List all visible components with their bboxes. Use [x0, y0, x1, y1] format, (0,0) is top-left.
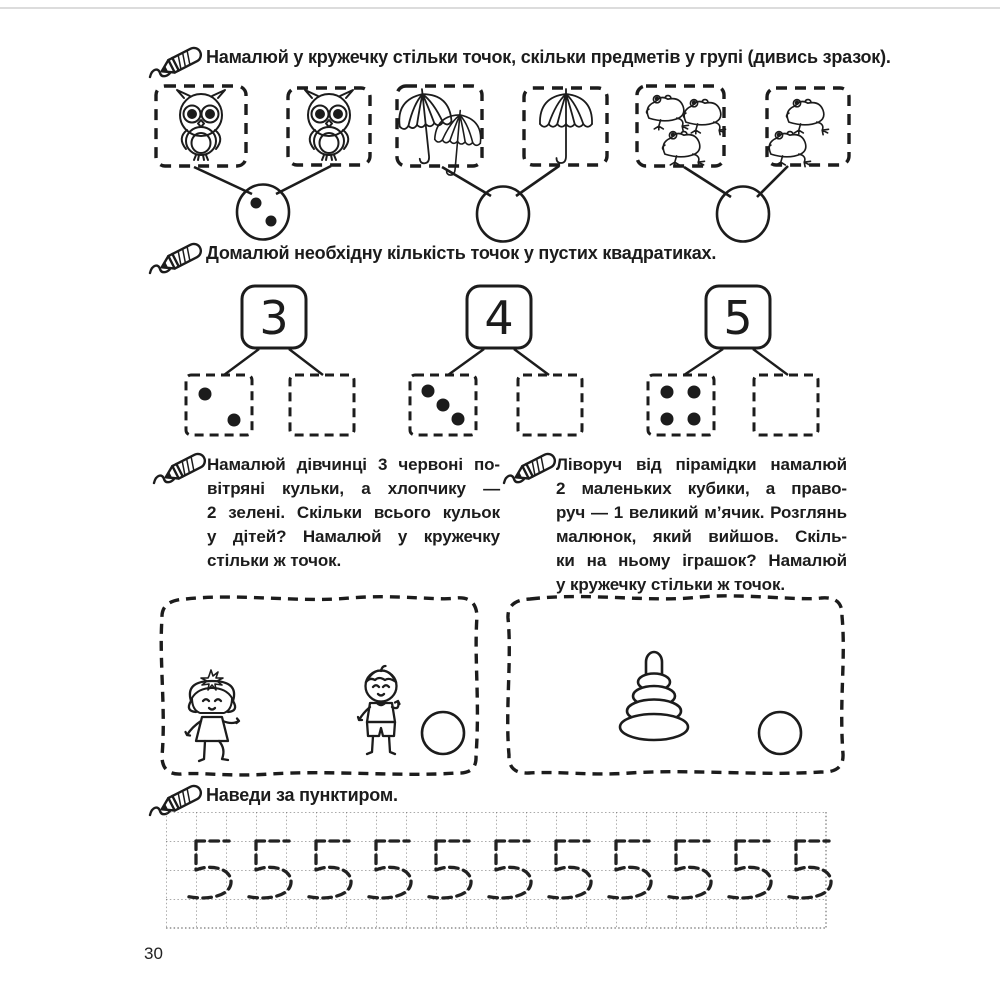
boy-figure [358, 666, 400, 754]
connector-line [442, 167, 491, 196]
frog-icon [684, 100, 726, 135]
frog-icon [647, 96, 689, 131]
dot [688, 386, 701, 399]
umbrella-icon [396, 86, 456, 165]
connector-line [224, 349, 259, 375]
dot [437, 399, 450, 412]
text-line: ки на ньому іграшок? Намалюй [556, 551, 847, 570]
frog-icon [787, 100, 829, 135]
frog-icon [769, 132, 811, 167]
dots-square-empty[interactable] [518, 375, 582, 435]
connector-line [684, 349, 723, 375]
dot [266, 216, 277, 227]
connector-line [757, 166, 788, 197]
connector-line [276, 166, 331, 194]
pencil-icon [504, 452, 557, 484]
connector-line [516, 166, 559, 196]
dots-square-empty[interactable] [754, 375, 818, 435]
answer-circle[interactable] [422, 712, 464, 754]
dot [452, 413, 465, 426]
connector-line [684, 167, 731, 197]
pencil-icon [150, 784, 203, 816]
pyramid-icon [620, 652, 688, 740]
page-number: 30 [144, 944, 163, 963]
text-line: малюнок, який вийшов. Скіль- [556, 527, 847, 546]
number-label: 4 [484, 291, 514, 345]
pencil-icon [150, 46, 203, 78]
connector-line [514, 349, 549, 375]
sample-dots [251, 198, 277, 227]
text-line: Ліворуч від пірамідки намалюй [556, 455, 847, 474]
owl-icon [305, 90, 353, 160]
owl-icon [177, 90, 225, 160]
answer-circle-sample [237, 185, 289, 240]
dot [661, 386, 674, 399]
pencil-icon [150, 242, 203, 274]
connector-line [194, 167, 252, 194]
dots-square [648, 375, 714, 435]
text-line: стільки ж точок. [207, 551, 342, 570]
answer-circle[interactable] [717, 187, 769, 242]
frog-icon [663, 132, 705, 167]
text-line: 2 маленьких кубики, а право- [556, 479, 847, 498]
text-line: у кружечку стільки ж точок. [556, 575, 785, 594]
number-label: 3 [259, 291, 289, 345]
task5-instruction: Наведи за пунктиром. [206, 785, 398, 805]
text-line: у дітей? Намалюй у кружечку [207, 527, 500, 546]
task1-instruction: Намалюй у кружечку стільки точок, скільки предметів у групі (дивись зразок). [206, 47, 891, 67]
dot [688, 413, 701, 426]
dot [228, 414, 241, 427]
text-line: 2 зелені. Скільки всього кульок [207, 503, 500, 522]
dots-square [186, 375, 252, 435]
connector-line [753, 349, 788, 375]
connector-line [289, 349, 323, 375]
task3-instruction [207, 453, 500, 573]
count-box [637, 86, 724, 166]
dots-square-empty[interactable] [290, 375, 354, 435]
answer-circle[interactable] [477, 187, 529, 242]
dot [422, 385, 435, 398]
girl-figure [186, 670, 240, 761]
dot [251, 198, 262, 209]
task2-instruction: Домалюй необхідну кількість точок у пустих квадратиках. [206, 243, 717, 263]
answer-circle[interactable] [759, 712, 801, 754]
text-line: вітряні кульки, а хлопчику — [207, 479, 500, 498]
umbrella-icon [540, 89, 592, 163]
text-line: руч — 1 великий м’ячик. Розглянь [556, 503, 847, 522]
scene-frame [508, 596, 844, 774]
dot [199, 388, 212, 401]
pencil-icon [154, 452, 207, 484]
number-label: 5 [723, 291, 753, 345]
text-line: Намалюй дівчинці 3 червоні по- [207, 455, 500, 474]
connector-line [448, 349, 484, 375]
dot [661, 413, 674, 426]
task4-instruction [556, 453, 847, 597]
